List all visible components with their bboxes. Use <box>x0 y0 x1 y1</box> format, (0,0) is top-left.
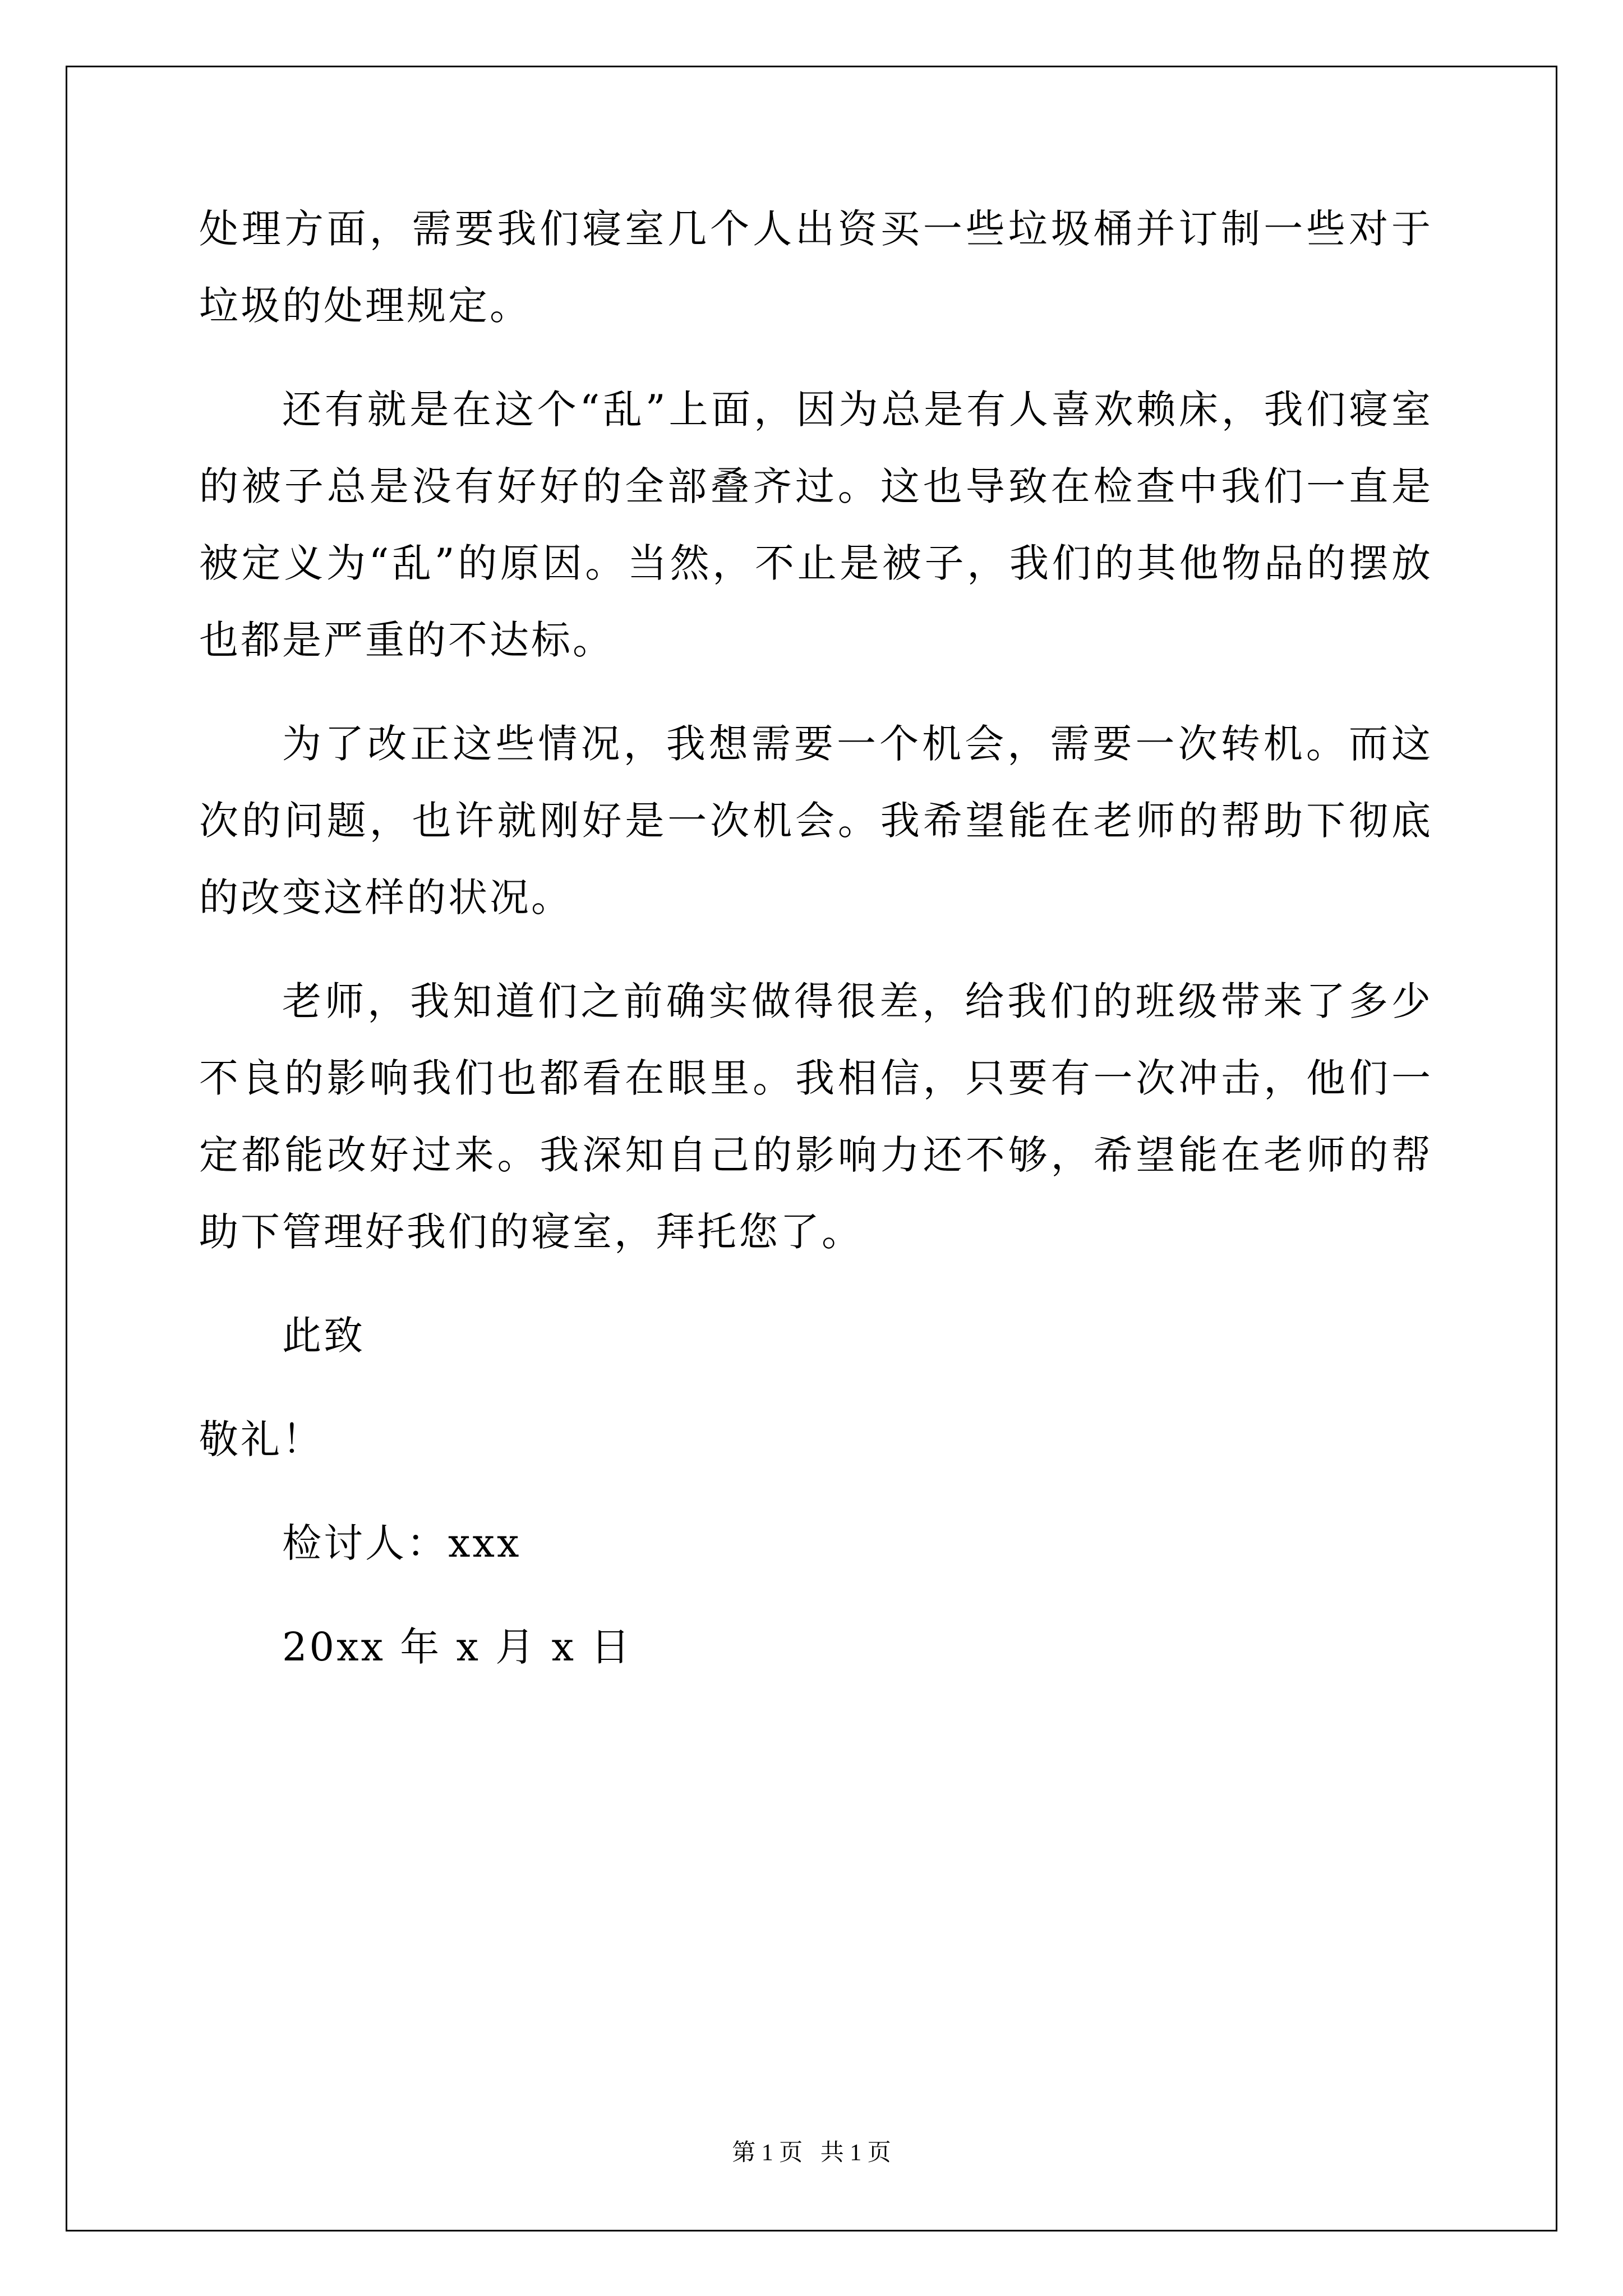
paragraph-opportunity: 为了改正这些情况，我想需要一个机会，需要一次转机。而这次的问题，也许就刚好是一次机会。我希望能在老师的帮助下彻底的改变这样的状况。 <box>199 721 1433 921</box>
paragraph-apology: 老师，我知道们之前确实做得很差，给我们的班级带来了多少不良的影响我们也都看在眼里。我相信，只要有一次冲击，他们一定都能改好过来。我深知自己的影响力还不够，希望能在老师的帮助下管理好我们的寝室，拜托您了。 <box>199 978 1433 1255</box>
paragraph-continuation: 处理方面，需要我们寝室几个人出资买一些垃圾桶并订制一些对于垃圾的处理规定。 <box>199 206 1433 329</box>
closing-greeting: 此致 <box>282 1313 365 1359</box>
letter-body <box>199 191 1433 1713</box>
closing-salute: 敬礼！ <box>199 1416 324 1462</box>
paragraph-messy: 还有就是在这个“乱”上面，因为总是有人喜欢赖床，我们寝室的被子总是没有好好的全部叠齐过。这也导致在检查中我们一直是被定义为“乱”的原因。当然，不止是被子，我们的其他物品的摆放也都是严重的不达标。 <box>199 386 1433 663</box>
date-line: 20xx 年 x 月 x 日 <box>282 1624 633 1670</box>
signer-line: 检讨人：xxx <box>282 1520 522 1566</box>
page-footer: 第 1 页 共 1 页 <box>732 2140 891 2166</box>
